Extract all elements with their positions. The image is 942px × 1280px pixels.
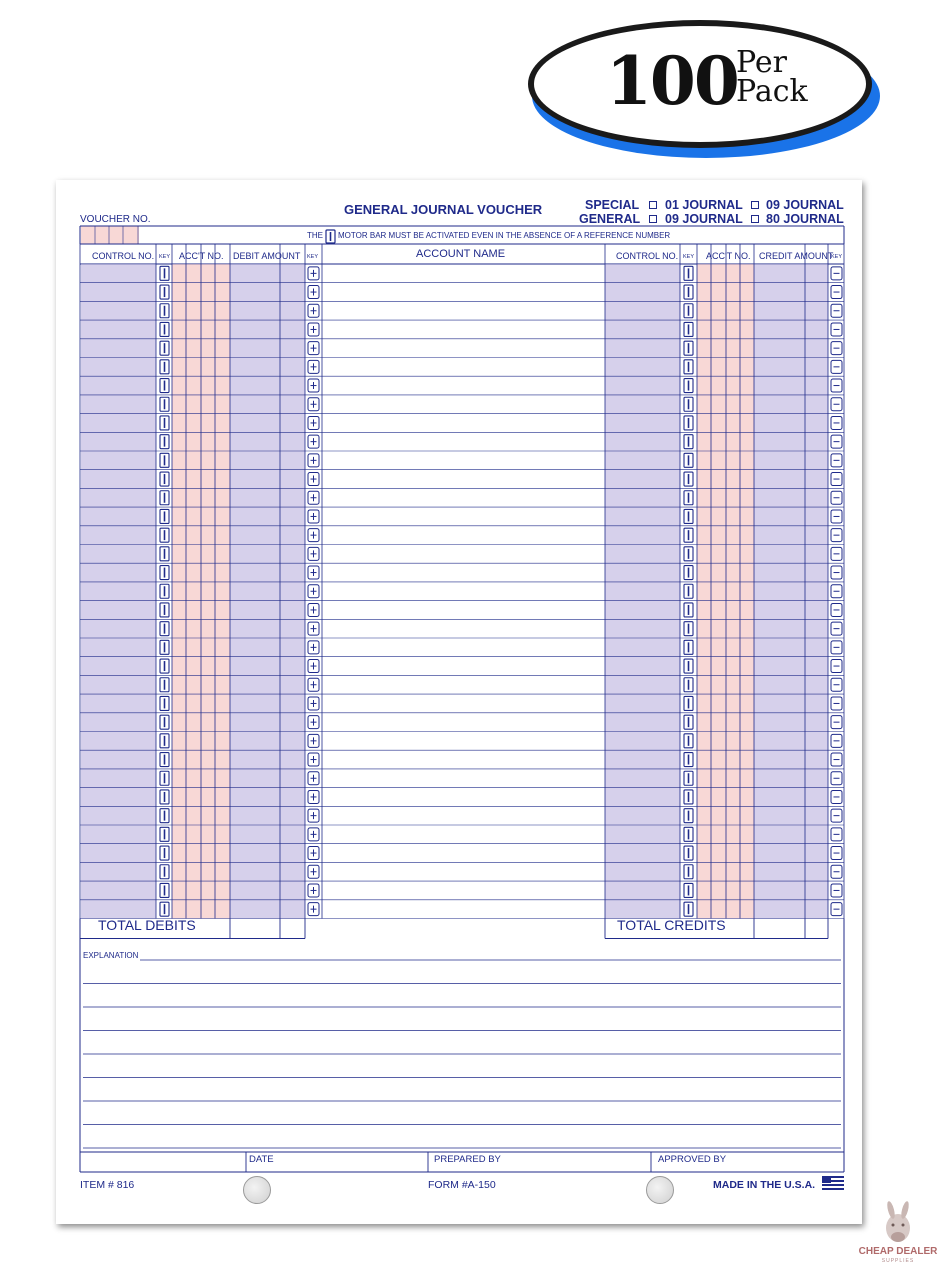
- col-acct-no-left: ACC'T NO.: [179, 251, 224, 261]
- motor-bar-notice: MOTOR BAR MUST BE ACTIVATED EVEN IN THE ABSENCE OF A REFERENCE NUMBER: [338, 231, 671, 240]
- credit-amount-band: [754, 264, 828, 919]
- date-label: DATE: [249, 1154, 274, 1165]
- general-09-checkbox[interactable]: [649, 215, 657, 223]
- general-09-label: 09 JOURNAL: [665, 212, 743, 226]
- control-no-band-right: [605, 264, 680, 919]
- col-acct-no-right: ACC'T NO.: [706, 251, 751, 261]
- voucher-no-label: VOUCHER NO.: [80, 214, 151, 225]
- cheap-dealer-logo: [858, 1200, 938, 1272]
- col-credit-amount: CREDIT AMOUNT: [759, 251, 834, 261]
- motor-bar-notice-pre: THE: [307, 231, 323, 240]
- donkey-logo-icon: [858, 1200, 938, 1248]
- col-account-name: ACCOUNT NAME: [416, 248, 506, 260]
- special-09-label: 09 JOURNAL: [766, 198, 844, 212]
- acct-no-band-right: [697, 264, 754, 919]
- approved-by-label: APPROVED BY: [658, 1154, 727, 1165]
- total-credits-label: TOTAL CREDITS: [617, 917, 726, 933]
- badge-number: 100: [606, 42, 738, 120]
- debit-amount-band: [230, 264, 305, 919]
- form-number: FORM #A-150: [428, 1179, 496, 1191]
- badge-per-text: Per Pack: [736, 45, 808, 109]
- punch-hole-right: [646, 1176, 674, 1204]
- col-key-left: KEY: [159, 254, 171, 260]
- general-80-checkbox[interactable]: [751, 215, 759, 223]
- special-01-checkbox[interactable]: [649, 201, 657, 209]
- journal-voucher-sheet: [56, 180, 862, 1224]
- col-key-right: KEY: [683, 254, 695, 260]
- form-title: GENERAL JOURNAL VOUCHER: [344, 202, 543, 217]
- col-key-far-right: KEY: [831, 254, 843, 260]
- punch-hole-left: [243, 1176, 271, 1204]
- logo-line-1: CHEAP DEALER: [858, 1246, 938, 1257]
- special-09-checkbox[interactable]: [751, 201, 759, 209]
- special-label: SPECIAL: [585, 198, 640, 212]
- general-label: GENERAL: [579, 212, 641, 226]
- col-control-no-right: CONTROL NO.: [616, 251, 679, 261]
- general-80-label: 80 JOURNAL: [766, 212, 844, 226]
- prepared-by-label: PREPARED BY: [434, 1154, 501, 1165]
- col-key-mid: KEY: [307, 254, 319, 260]
- col-debit-amount: DEBIT AMOUNT: [233, 251, 301, 261]
- us-flag-icon: [822, 1176, 844, 1190]
- made-in-usa: MADE IN THE U.S.A.: [713, 1179, 816, 1191]
- special-01-label: 01 JOURNAL: [665, 198, 743, 212]
- per-pack-badge: [524, 10, 880, 162]
- voucher-no-boxes: [81, 226, 139, 244]
- item-number: ITEM # 816: [80, 1179, 135, 1191]
- col-control-no-left: CONTROL NO.: [92, 251, 155, 261]
- logo-line-2: SUPPLIES: [881, 1258, 915, 1264]
- form-grid: [56, 180, 862, 1224]
- control-no-band-left: [81, 264, 156, 919]
- explanation-label: EXPLANATION: [83, 951, 139, 960]
- total-debits-label: TOTAL DEBITS: [98, 917, 196, 933]
